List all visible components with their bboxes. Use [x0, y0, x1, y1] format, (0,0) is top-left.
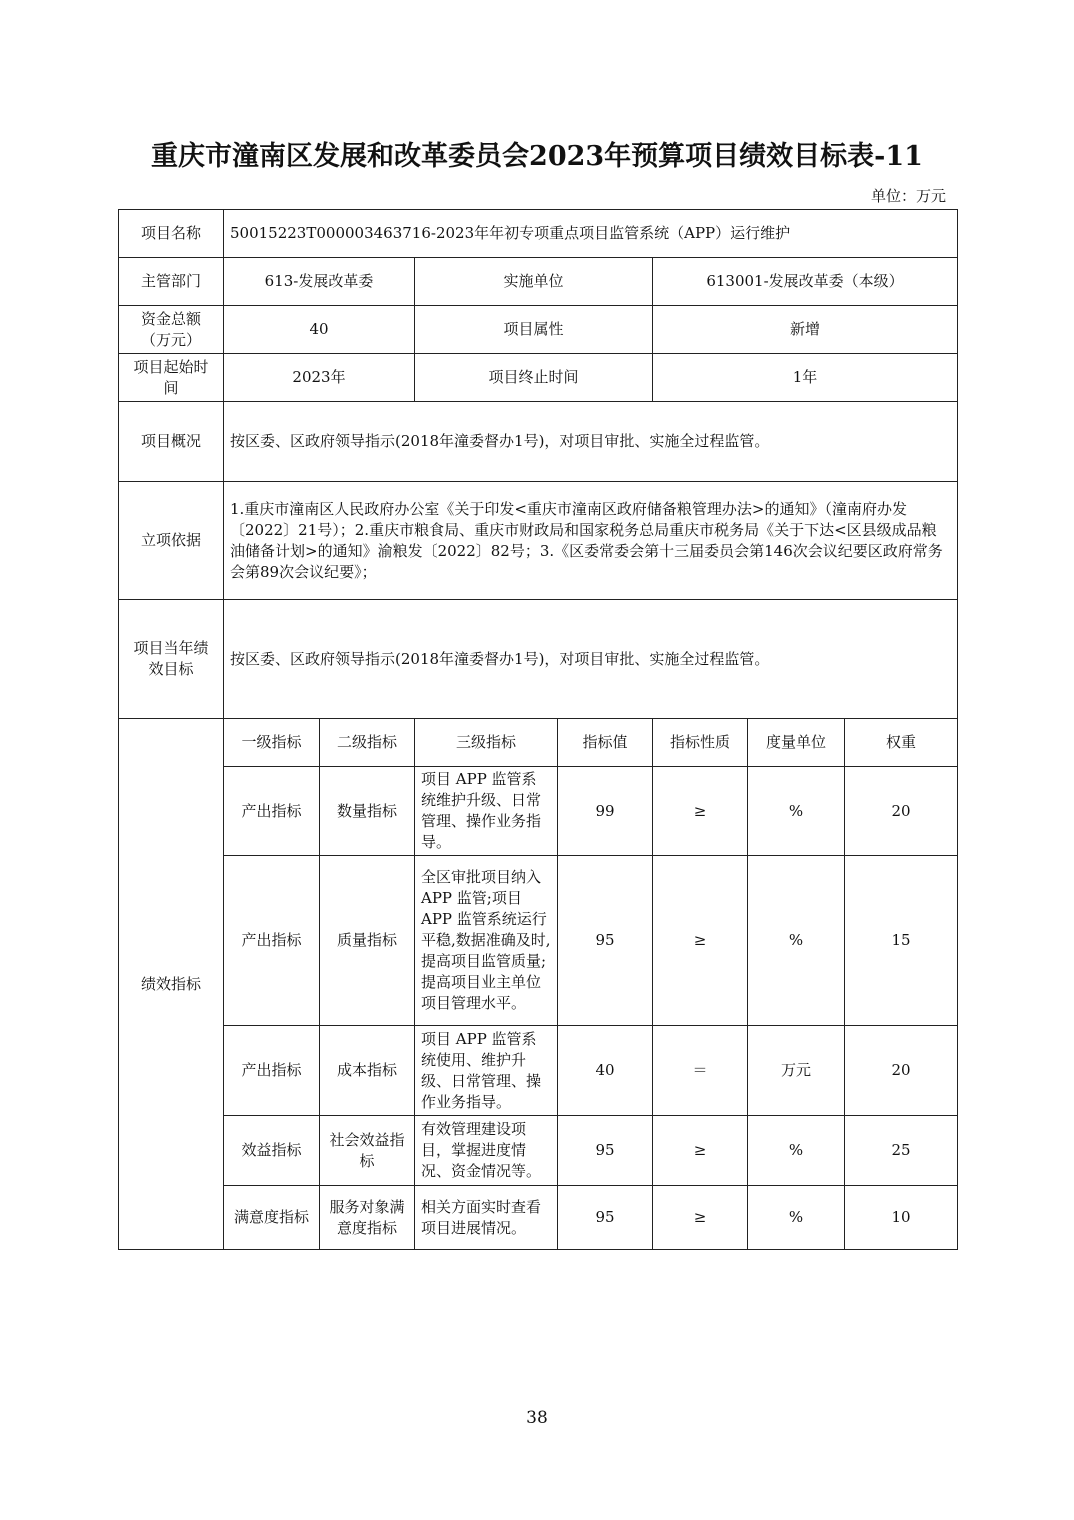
basis-value: 1.重庆市潼南区人民政府办公室《关于印发<重庆市潼南区政府储备粮管理办法>的通知》（潼南府办发〔2022〕21号）；2.重庆市粮食局、重庆市财政局和国家税务总局重庆市税务局《关于下达<区县级成品粮油储备计划>的通知》渝粮发〔2022〕82号；3.《区委常委会第十三届委员会第146次会议纪要区政府常务会第89次会议纪要》；	[224, 482, 958, 600]
goal-label	[119, 600, 224, 719]
row-goal	[119, 600, 958, 719]
indicator-unit: %	[748, 1116, 845, 1186]
indicator-level1: 效益指标	[224, 1116, 320, 1186]
indicator-unit: %	[748, 1186, 845, 1250]
row-funds	[119, 306, 958, 354]
page-number: 38	[526, 1408, 548, 1428]
indicator-nature: ≥	[653, 1186, 748, 1250]
indicator-weight: 10	[845, 1186, 958, 1250]
funds-label-line2: （万元）	[140, 330, 201, 349]
indicator-level3: 项目 APP 监管系统维护升级、日常管理、操作业务指导。	[415, 767, 558, 856]
indicator-unit: 万元	[748, 1026, 845, 1116]
indicator-level3: 全区审批项目纳入 APP 监管;项目 APP 监管系统运行平稳,数据准确及时,提高项目监管质量;提高项目业主单位项目管理水平。	[415, 856, 558, 1026]
attr-value: 新增	[653, 306, 958, 354]
performance-target-table	[118, 209, 958, 1250]
indicator-level1: 产出指标	[224, 1026, 320, 1116]
indicator-level2: 质量指标	[320, 856, 415, 1026]
indicator-weight: 20	[845, 1026, 958, 1116]
start-value: 2023年	[224, 354, 415, 402]
header-level1: 一级指标	[224, 719, 320, 767]
goal-label-line1: 项目当年绩	[133, 639, 209, 657]
indicator-value: 99	[558, 767, 653, 856]
indicator-nature: ≥	[653, 856, 748, 1026]
header-nature: 指标性质	[653, 719, 748, 767]
overview-value: 按区委、区政府领导指示(2018年潼委督办1号)，对项目审批、实施全过程监管。	[224, 402, 958, 482]
indicator-nature: ≥	[653, 767, 748, 856]
indicator-nature: ＝	[653, 1026, 748, 1116]
header-level3: 三级指标	[415, 719, 558, 767]
funds-label-line1: 资金总额	[140, 309, 201, 328]
dept-value: 613-发展改革委	[224, 258, 415, 306]
header-level2: 二级指标	[320, 719, 415, 767]
row-basis	[119, 482, 958, 600]
end-value: 1年	[653, 354, 958, 402]
page-title: 重庆市潼南区发展和改革委员会2023年预算项目绩效目标表-11	[151, 141, 923, 172]
attr-label: 项目属性	[415, 306, 653, 354]
row-dept	[119, 258, 958, 306]
indicator-row	[119, 1116, 958, 1186]
indicator-value: 40	[558, 1026, 653, 1116]
indicator-unit: %	[748, 767, 845, 856]
header-weight: 权重	[845, 719, 958, 767]
funds-label	[119, 306, 224, 354]
header-value: 指标值	[558, 719, 653, 767]
indicator-section-label: 绩效指标	[119, 719, 224, 1250]
row-project-name	[119, 210, 958, 258]
indicator-level3: 相关方面实时查看项目进展情况。	[415, 1186, 558, 1250]
row-overview	[119, 402, 958, 482]
indicator-level2: 服务对象满意度指标	[320, 1186, 415, 1250]
project-name-label: 项目名称	[119, 210, 224, 258]
start-label	[119, 354, 224, 402]
indicator-level3: 项目 APP 监管系统使用、维护升级、日常管理、操作业务指导。	[415, 1026, 558, 1116]
row-time	[119, 354, 958, 402]
indicator-level1: 产出指标	[224, 767, 320, 856]
indicator-unit: %	[748, 856, 845, 1026]
indicator-row	[119, 1026, 958, 1116]
project-name-value: 50015223T000003463716-2023年年初专项重点项目监管系统（APP）运行维护	[224, 210, 958, 258]
start-label-line1: 项目起始时	[133, 357, 209, 376]
indicator-weight: 15	[845, 856, 958, 1026]
overview-label: 项目概况	[119, 402, 224, 482]
goal-label-line2: 效目标	[148, 660, 194, 678]
dept-label: 主管部门	[119, 258, 224, 306]
indicator-level2: 社会效益指标	[320, 1116, 415, 1186]
indicator-level1: 产出指标	[224, 856, 320, 1026]
indicator-level3: 有效管理建设项目，掌握进度情况、资金情况等。	[415, 1116, 558, 1186]
indicator-row	[119, 767, 958, 856]
indicator-value: 95	[558, 856, 653, 1026]
indicator-row	[119, 1186, 958, 1250]
indicator-nature: ≥	[653, 1116, 748, 1186]
basis-label: 立项依据	[119, 482, 224, 600]
indicator-header-row	[119, 719, 958, 767]
impl-value: 613001-发展改革委（本级）	[653, 258, 958, 306]
unit-label: 单位：万元	[870, 187, 946, 205]
indicator-weight: 25	[845, 1116, 958, 1186]
indicator-value: 95	[558, 1186, 653, 1250]
indicator-level2: 数量指标	[320, 767, 415, 856]
indicator-row	[119, 856, 958, 1026]
indicator-level2: 成本指标	[320, 1026, 415, 1116]
goal-value: 按区委、区政府领导指示(2018年潼委督办1号)，对项目审批、实施全过程监管。	[224, 600, 958, 719]
indicator-level1: 满意度指标	[224, 1186, 320, 1250]
header-unit: 度量单位	[748, 719, 845, 767]
start-label-line2: 间	[163, 378, 179, 397]
end-label: 项目终止时间	[415, 354, 653, 402]
indicator-value: 95	[558, 1116, 653, 1186]
impl-label: 实施单位	[415, 258, 653, 306]
indicator-weight: 20	[845, 767, 958, 856]
funds-value: 40	[224, 306, 415, 354]
